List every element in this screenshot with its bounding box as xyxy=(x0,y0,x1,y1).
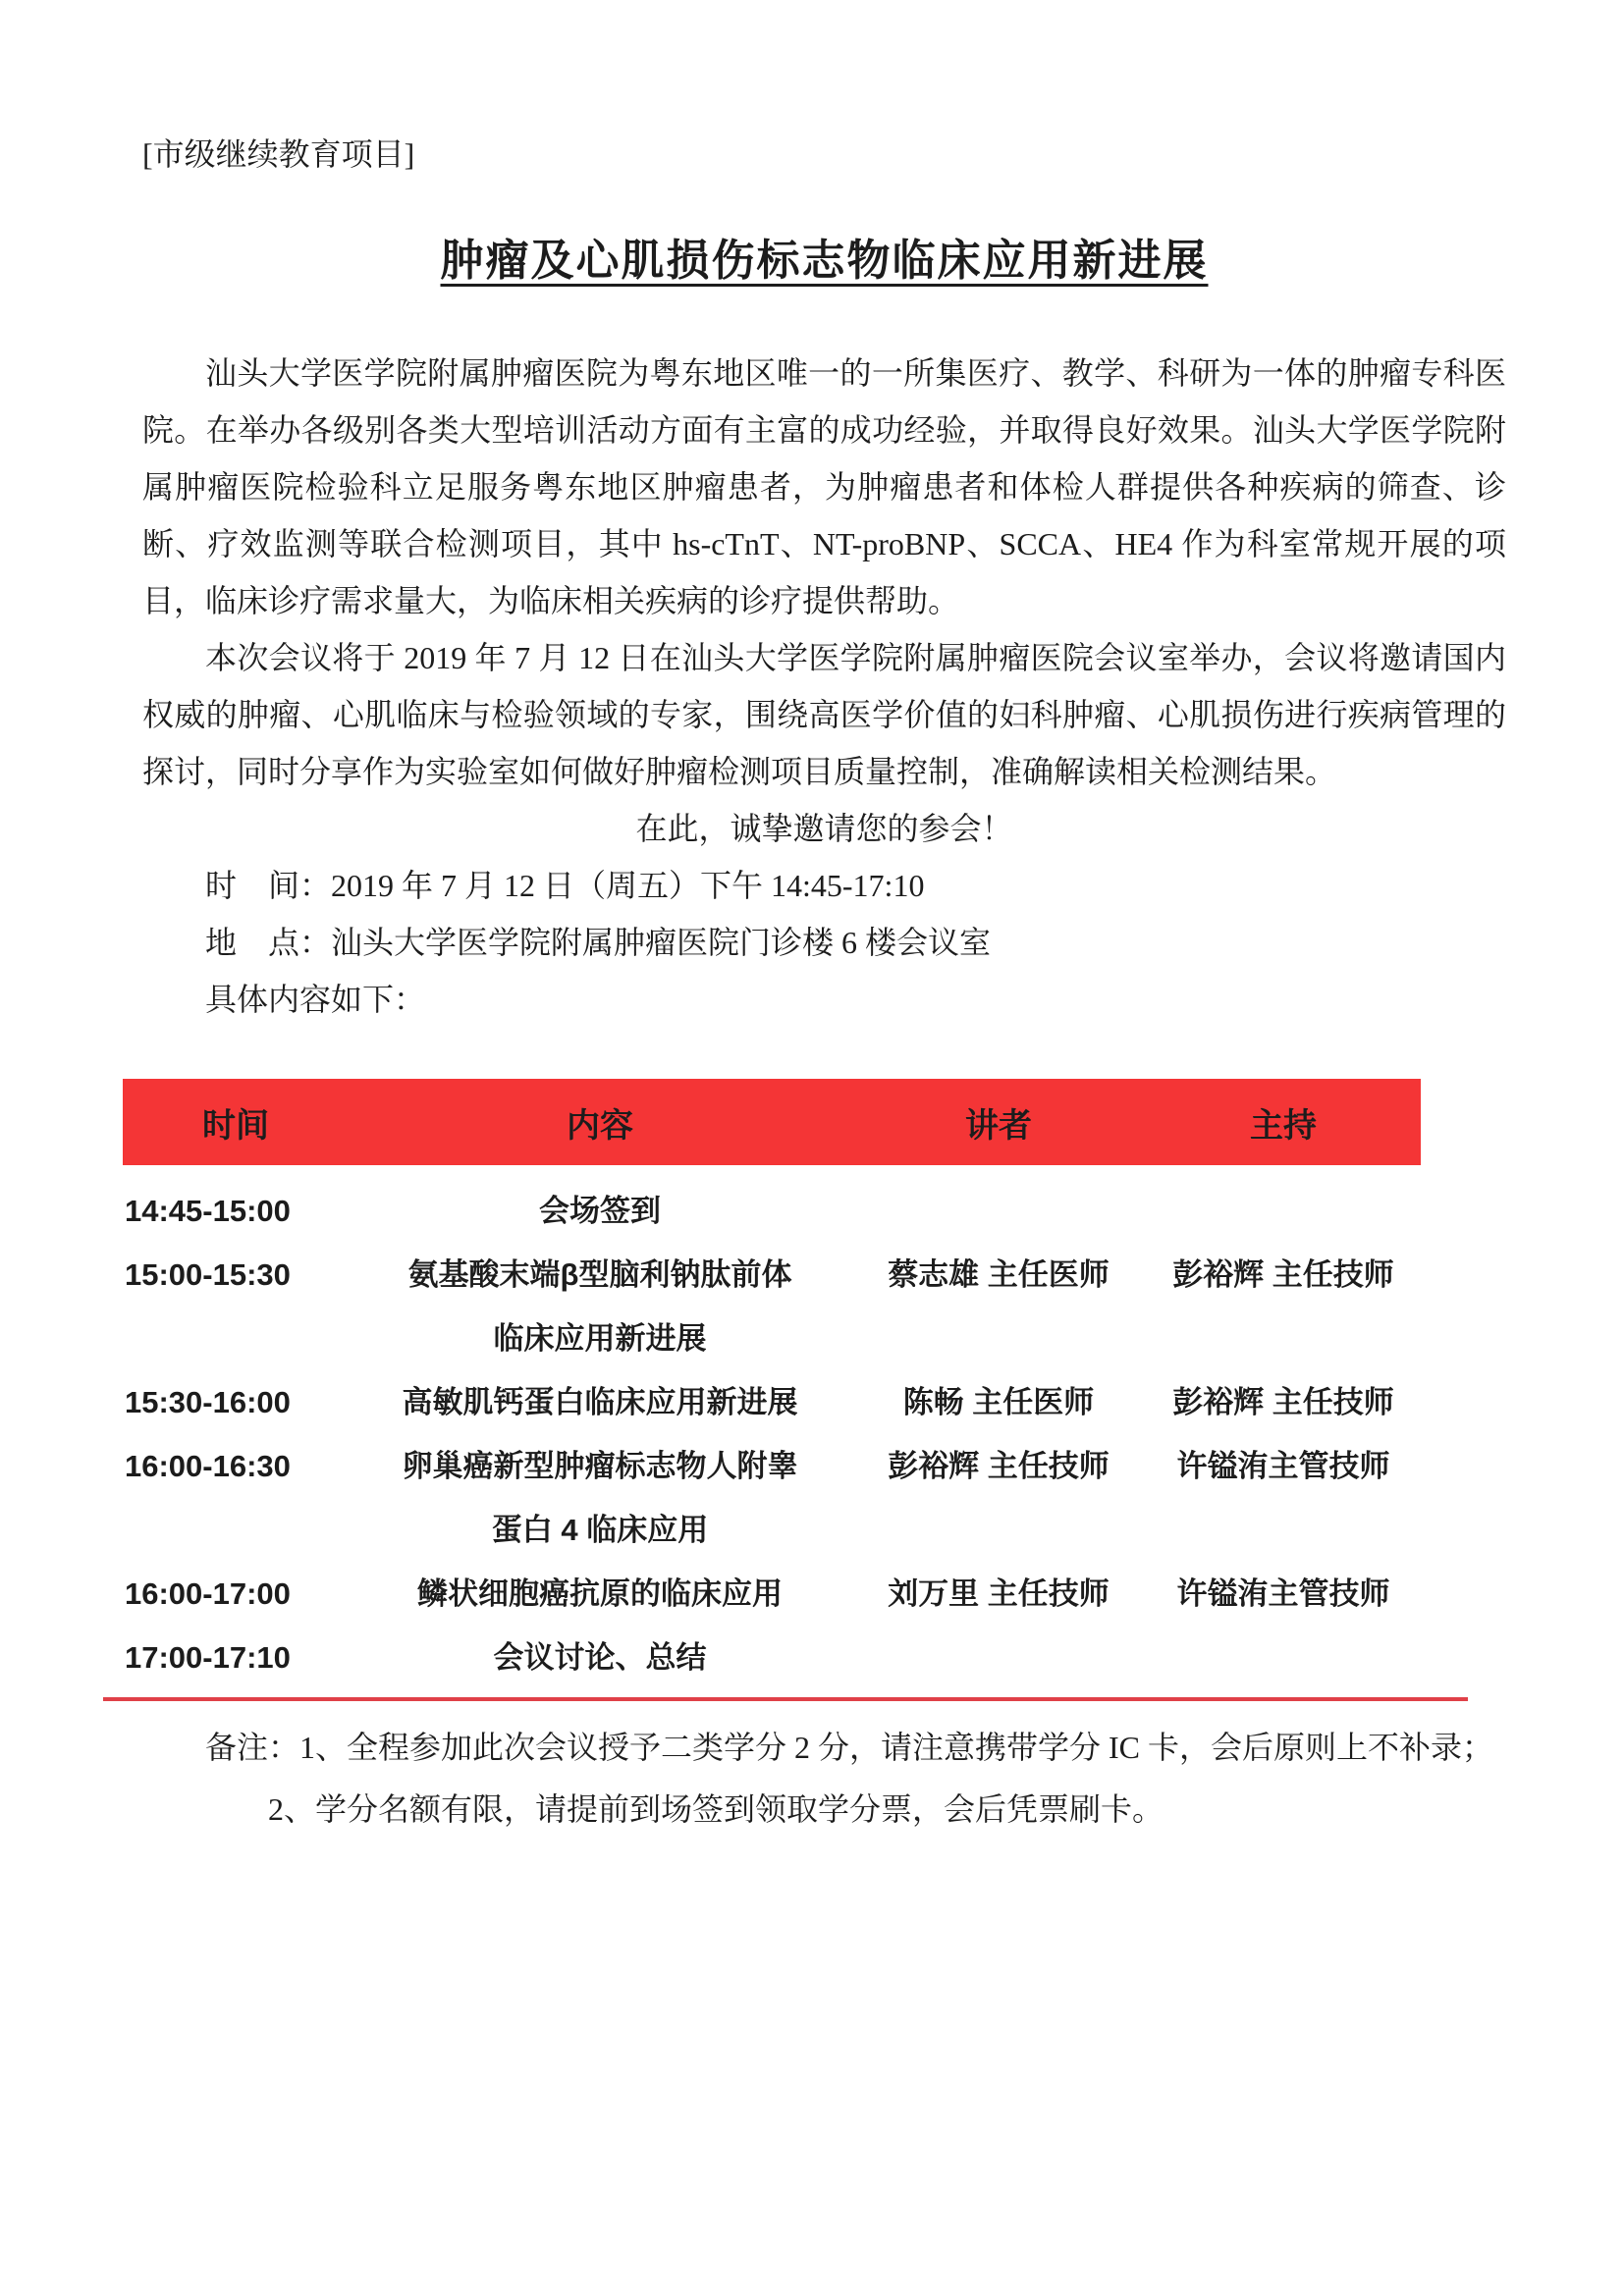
row-content xyxy=(349,1626,851,1689)
row-time: 17:00-17:10 xyxy=(125,1640,291,1675)
row-host: 彭裕辉 主任技师 xyxy=(1172,1257,1394,1292)
schedule-body xyxy=(123,1165,1421,1689)
row-content-line1: 高敏肌钙蛋白临床应用新进展 xyxy=(402,1385,798,1419)
row-content-line1: 氨基酸末端β型脑利钠肽前体 xyxy=(407,1257,792,1292)
table-row xyxy=(123,1243,1421,1370)
row-time: 14:45-15:00 xyxy=(125,1194,291,1228)
notes-section xyxy=(142,1717,1506,1841)
row-time: 16:00-16:30 xyxy=(125,1449,291,1483)
row-speaker: 蔡志雄 主任医师 xyxy=(888,1257,1110,1292)
details-intro-line: 具体内容如下： xyxy=(205,982,426,1017)
row-content xyxy=(349,1243,851,1370)
row-host: 彭裕辉 主任技师 xyxy=(1172,1385,1394,1419)
table-row xyxy=(123,1562,1421,1626)
table-row xyxy=(123,1626,1421,1689)
table-row xyxy=(123,1434,1421,1562)
page-title: 肿瘤及心肌损伤标志物临床应用新进展 xyxy=(440,237,1209,285)
row-time: 16:00-17:00 xyxy=(125,1576,291,1611)
note-line-2: 2、学分名额有限，请提前到场签到领取学分票，会后凭票刷卡。 xyxy=(268,1791,1164,1827)
row-host: 许镒洧主管技师 xyxy=(1176,1449,1390,1483)
row-host: 许镒洧主管技师 xyxy=(1176,1576,1390,1611)
row-content-line1: 会议讨论、总结 xyxy=(493,1640,707,1675)
row-content-line2: 临床应用新进展 xyxy=(493,1321,707,1356)
row-speaker: 彭裕辉 主任技师 xyxy=(888,1449,1110,1483)
row-content xyxy=(349,1562,851,1626)
column-header-time: 时间 xyxy=(202,1106,269,1145)
row-content xyxy=(349,1179,851,1243)
row-content-line1: 鳞状细胞癌抗原的临床应用 xyxy=(417,1576,783,1611)
row-content-line2: 蛋白 4 临床应用 xyxy=(491,1513,709,1547)
row-content xyxy=(349,1370,851,1434)
row-time: 15:30-16:00 xyxy=(125,1385,291,1419)
note-line-1: 备注：1、全程参加此次会议授予二类学分 2 分，请注意携带学分 IC 卡，会后原则上不补录； xyxy=(205,1730,1494,1765)
row-time: 15:00-15:30 xyxy=(125,1257,291,1292)
project-tagline: [市级继续教育项目] xyxy=(142,136,415,172)
meeting-paragraph: 本次会议将于 2019 年 7 月 12 日在汕头大学医学院附属肿瘤医院会议室举办，会议将邀请国内权威的肿瘤、心肌临床与检验领域的专家，围绕高医学价值的妇科肿瘤、心肌损伤进行疾病管理的探讨，同时分享作为实验室如何做好肿瘤检测项目质量控制，准确解读相关检测结果。 xyxy=(142,640,1506,789)
table-bottom-divider xyxy=(103,1697,1468,1701)
schedule-header-row xyxy=(123,1079,1421,1165)
column-header-speaker: 讲者 xyxy=(965,1106,1032,1145)
table-row xyxy=(123,1370,1421,1434)
meeting-location-line: 地 点：汕头大学医学院附属肿瘤医院门诊楼 6 楼会议室 xyxy=(205,925,992,960)
row-content-line1: 卵巢癌新型肿瘤标志物人附睾 xyxy=(402,1449,798,1483)
schedule-table xyxy=(123,1079,1421,1701)
row-speaker: 陈畅 主任医师 xyxy=(902,1385,1095,1419)
invitation-line: 在此，诚挚邀请您的参会！ xyxy=(635,811,1013,846)
meeting-time-line: 时 间：2019 年 7 月 12 日（周五）下午 14:45-17:10 xyxy=(205,868,925,903)
row-speaker: 刘万里 主任技师 xyxy=(888,1576,1110,1611)
column-header-host: 主持 xyxy=(1250,1106,1317,1145)
intro-paragraph: 汕头大学医学院附属肿瘤医院为粤东地区唯一的一所集医疗、教学、科研为一体的肿瘤专科医院。在举办各级别各类大型培训活动方面有主富的成功经验，并取得良好效果。汕头大学医学院附属肿瘤医院检验科立足服务粤东地区肿瘤患者，为肿瘤患者和体检人群提供各种疾病的筛查、诊断、疗效监测等联合检测项目，其中 hs-cTnT、NT-proBNP、SCCA、HE4 作为科室常规开展的项目，临床诊疗需求量大，为临床相关疾病的诊疗提供帮助。 xyxy=(142,355,1506,618)
row-content-line1: 会场签到 xyxy=(539,1194,661,1228)
document-body xyxy=(142,345,1506,1028)
table-row xyxy=(123,1179,1421,1243)
column-header-content: 内容 xyxy=(567,1106,633,1145)
row-content xyxy=(349,1434,851,1562)
